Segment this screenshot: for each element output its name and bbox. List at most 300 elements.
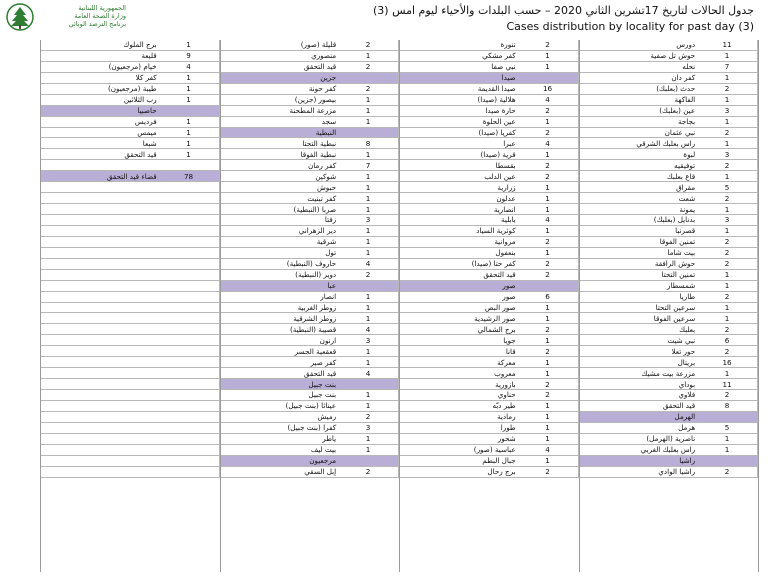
table-row bbox=[580, 171, 758, 182]
table-row bbox=[580, 324, 758, 335]
locality-name: بنعفول bbox=[400, 247, 518, 258]
locality-name: كفر حونة bbox=[221, 83, 339, 94]
table-row bbox=[41, 302, 219, 313]
table-row bbox=[41, 466, 219, 477]
case-count: 1 bbox=[518, 247, 578, 258]
table-row bbox=[400, 94, 578, 105]
table-row bbox=[41, 357, 219, 368]
table-row bbox=[400, 61, 578, 72]
locality-name: عبرا bbox=[400, 138, 518, 149]
table-row bbox=[41, 422, 219, 433]
table-row bbox=[41, 368, 219, 379]
locality-name: مقراق bbox=[580, 182, 698, 193]
case-count: 1 bbox=[159, 127, 219, 138]
case-count: 1 bbox=[518, 313, 578, 324]
case-count: 1 bbox=[518, 302, 578, 313]
locality-name bbox=[41, 379, 159, 390]
locality-name: إبل السقي bbox=[221, 466, 339, 477]
locality-name: بقسطا bbox=[400, 160, 518, 171]
table-row bbox=[41, 258, 219, 269]
table-row bbox=[41, 193, 219, 204]
locality-name: برج الشمالي bbox=[400, 324, 518, 335]
locality-name: حارة صيدا bbox=[400, 105, 518, 116]
locality-name bbox=[41, 160, 159, 171]
locality-name: بجاجة bbox=[580, 116, 698, 127]
locality-name bbox=[41, 204, 159, 215]
table-row bbox=[41, 72, 219, 83]
locality-name bbox=[41, 225, 159, 236]
table-row bbox=[221, 171, 399, 182]
case-count: 2 bbox=[518, 40, 578, 50]
locality-name: زفتا bbox=[221, 215, 339, 226]
locality-name: ميمس bbox=[41, 127, 159, 138]
table-row bbox=[580, 182, 758, 193]
case-count bbox=[338, 379, 398, 390]
locality-name: قيد التحقق bbox=[580, 400, 698, 411]
case-count: 2 bbox=[518, 171, 578, 182]
table-row bbox=[221, 411, 399, 422]
case-count: 11 bbox=[697, 379, 757, 390]
table-row bbox=[221, 324, 399, 335]
locality-name: خيام (مرجعيون) bbox=[41, 61, 159, 72]
table-row bbox=[580, 149, 758, 160]
case-count: 1 bbox=[338, 94, 398, 105]
case-count bbox=[159, 215, 219, 226]
case-count: 1 bbox=[697, 444, 757, 455]
case-count: 1 bbox=[697, 368, 757, 379]
locality-name: بازورية bbox=[400, 379, 518, 390]
locality-name: فرديس bbox=[41, 116, 159, 127]
locality-name bbox=[41, 302, 159, 313]
locality-name: هلالية (صيدا) bbox=[400, 94, 518, 105]
locality-name: ياطر bbox=[221, 433, 339, 444]
table-row bbox=[580, 444, 758, 455]
table-row bbox=[221, 335, 399, 346]
locality-name: نبطية الفوقا bbox=[221, 149, 339, 160]
locality-name: قضاء قيد التحقق bbox=[41, 171, 159, 182]
table-row bbox=[221, 422, 399, 433]
group-row bbox=[221, 455, 399, 466]
case-count: 4 bbox=[518, 215, 578, 226]
table-row bbox=[400, 40, 578, 50]
case-count: 1 bbox=[338, 105, 398, 116]
group-row bbox=[400, 72, 578, 83]
locality-name: دوير (النبطية) bbox=[221, 269, 339, 280]
case-count: 1 bbox=[697, 269, 757, 280]
case-count: 2 bbox=[697, 236, 757, 247]
locality-name: سجد bbox=[221, 116, 339, 127]
locality-name: شمسطار bbox=[580, 280, 698, 291]
table-row bbox=[221, 236, 399, 247]
table-row bbox=[400, 138, 578, 149]
locality-name: قرية (صيدا) bbox=[400, 149, 518, 160]
locality-name: راس بعلبك الغربي bbox=[580, 444, 698, 455]
locality-name: شعت bbox=[580, 193, 698, 204]
table-row bbox=[221, 138, 399, 149]
case-count bbox=[159, 335, 219, 346]
case-count: 2 bbox=[518, 346, 578, 357]
locality-name: قيد التحقق bbox=[221, 368, 339, 379]
locality-name: عباسية (صور) bbox=[400, 444, 518, 455]
group-row bbox=[221, 127, 399, 138]
case-count bbox=[159, 247, 219, 258]
case-count: 1 bbox=[518, 225, 578, 236]
locality-name: طاريا bbox=[580, 291, 698, 302]
ministry-logo bbox=[6, 2, 126, 36]
case-count bbox=[159, 444, 219, 455]
locality-name: حدث (بعلبك) bbox=[580, 83, 698, 94]
case-count bbox=[159, 411, 219, 422]
locality-name: بعلبك bbox=[580, 324, 698, 335]
group-row bbox=[221, 280, 399, 291]
locality-name: برج الملوك bbox=[41, 40, 159, 50]
case-count: 2 bbox=[697, 193, 757, 204]
table-row bbox=[221, 160, 399, 171]
case-count: 3 bbox=[338, 215, 398, 226]
case-count: 4 bbox=[338, 324, 398, 335]
section-table bbox=[221, 40, 400, 478]
table-row bbox=[221, 182, 399, 193]
table-row bbox=[580, 335, 758, 346]
case-count bbox=[518, 72, 578, 83]
table-row bbox=[41, 40, 219, 50]
table-row bbox=[41, 215, 219, 226]
locality-name bbox=[41, 357, 159, 368]
case-count bbox=[159, 400, 219, 411]
case-count: 4 bbox=[338, 258, 398, 269]
locality-name: الهرمل bbox=[580, 411, 698, 422]
locality-name: نبطية التحتا bbox=[221, 138, 339, 149]
logo-line: برنامج الترصد الوبائي bbox=[68, 20, 126, 28]
case-count bbox=[518, 280, 578, 291]
table-row bbox=[221, 302, 399, 313]
locality-name: كفر حتا (صيدا) bbox=[400, 258, 518, 269]
case-count: 1 bbox=[159, 40, 219, 50]
table-row bbox=[41, 411, 219, 422]
case-count: 4 bbox=[518, 444, 578, 455]
locality-name: توفيقيه bbox=[580, 160, 698, 171]
locality-name: حور تعلا bbox=[580, 346, 698, 357]
locality-name bbox=[41, 215, 159, 226]
locality-name bbox=[41, 236, 159, 247]
case-count: 2 bbox=[518, 160, 578, 171]
title-english: Cases distribution by locality for past day (3) bbox=[506, 20, 754, 33]
table-row bbox=[41, 204, 219, 215]
case-count: 2 bbox=[697, 83, 757, 94]
case-count: 1 bbox=[518, 411, 578, 422]
table-row bbox=[41, 50, 219, 61]
table-row bbox=[400, 455, 578, 466]
case-count bbox=[338, 455, 398, 466]
case-count: 2 bbox=[697, 127, 757, 138]
case-count bbox=[159, 433, 219, 444]
section-table bbox=[400, 40, 579, 478]
locality-name: ناصرية (الهرمل) bbox=[580, 433, 698, 444]
locality-name: قصيبة (النبطية) bbox=[221, 324, 339, 335]
locality-name: بيت شاما bbox=[580, 247, 698, 258]
case-count: 3 bbox=[338, 422, 398, 433]
locality-name: كفر صير bbox=[221, 357, 339, 368]
group-row bbox=[580, 455, 758, 466]
case-count: 1 bbox=[518, 149, 578, 160]
table-row bbox=[41, 455, 219, 466]
case-count: 6 bbox=[697, 335, 757, 346]
locality-name bbox=[41, 247, 159, 258]
case-count: 1 bbox=[338, 291, 398, 302]
table-row bbox=[580, 302, 758, 313]
table-row bbox=[400, 116, 578, 127]
table-row bbox=[400, 171, 578, 182]
table-row bbox=[580, 280, 758, 291]
locality-name: كفر مشكي bbox=[400, 50, 518, 61]
table-row bbox=[580, 247, 758, 258]
table-row bbox=[400, 149, 578, 160]
locality-name: جبال البطم bbox=[400, 455, 518, 466]
locality-name bbox=[41, 258, 159, 269]
case-count: 1 bbox=[159, 149, 219, 160]
locality-name: قصرنبا bbox=[580, 225, 698, 236]
case-count bbox=[697, 455, 757, 466]
table-row bbox=[221, 390, 399, 401]
case-count bbox=[159, 269, 219, 280]
locality-name: زوطر الغربية bbox=[221, 302, 339, 313]
table-row bbox=[221, 40, 399, 50]
case-count: 2 bbox=[518, 390, 578, 401]
table-row bbox=[580, 83, 758, 94]
table-row bbox=[400, 422, 578, 433]
case-count: 2 bbox=[338, 269, 398, 280]
case-count bbox=[159, 225, 219, 236]
table-row bbox=[41, 313, 219, 324]
table-row bbox=[221, 400, 399, 411]
case-count bbox=[159, 204, 219, 215]
locality-name: دورس bbox=[580, 40, 698, 50]
locality-name bbox=[41, 193, 159, 204]
locality-name: قيد التحقق bbox=[400, 269, 518, 280]
locality-name: حبوش bbox=[221, 182, 339, 193]
table-row bbox=[580, 390, 758, 401]
table-row bbox=[400, 269, 578, 280]
case-count: 1 bbox=[338, 247, 398, 258]
case-count bbox=[159, 422, 219, 433]
case-count: 2 bbox=[697, 324, 757, 335]
table-row bbox=[221, 269, 399, 280]
table-row bbox=[580, 346, 758, 357]
locality-name: دير الزهراني bbox=[221, 225, 339, 236]
document-header bbox=[0, 0, 768, 40]
table-row bbox=[221, 83, 399, 94]
table-row bbox=[580, 193, 758, 204]
case-count bbox=[159, 455, 219, 466]
case-count bbox=[159, 160, 219, 171]
case-count: 1 bbox=[338, 171, 398, 182]
locality-name: بنت جبيل bbox=[221, 379, 339, 390]
table-row bbox=[221, 61, 399, 72]
locality-name: حناوي bbox=[400, 390, 518, 401]
locality-name bbox=[41, 324, 159, 335]
locality-name: بيصور (جزين) bbox=[221, 94, 339, 105]
locality-name bbox=[41, 335, 159, 346]
locality-name: قيد التحقق bbox=[221, 61, 339, 72]
table-row bbox=[400, 215, 578, 226]
table-row bbox=[580, 269, 758, 280]
locality-name: الفاكهة bbox=[580, 94, 698, 105]
case-count: 1 bbox=[338, 302, 398, 313]
table-row bbox=[221, 313, 399, 324]
case-count bbox=[159, 324, 219, 335]
locality-name: قاع بعلبك bbox=[580, 171, 698, 182]
case-count: 8 bbox=[697, 400, 757, 411]
table-row bbox=[41, 433, 219, 444]
table-row bbox=[400, 204, 578, 215]
case-count: 2 bbox=[518, 258, 578, 269]
case-count: 1 bbox=[338, 433, 398, 444]
locality-name: فلاوي bbox=[580, 390, 698, 401]
locality-name: قانا bbox=[400, 346, 518, 357]
locality-name: سرعين التحتا bbox=[580, 302, 698, 313]
case-count: 1 bbox=[338, 346, 398, 357]
table-row bbox=[400, 50, 578, 61]
locality-name: تنورة bbox=[400, 40, 518, 50]
locality-name: حوش تل صفية bbox=[580, 50, 698, 61]
locality-name: صور bbox=[400, 280, 518, 291]
case-count: 1 bbox=[518, 455, 578, 466]
cedar-icon bbox=[6, 2, 34, 32]
locality-name: معروب bbox=[400, 368, 518, 379]
case-count: 2 bbox=[697, 390, 757, 401]
section-table bbox=[41, 40, 220, 478]
table-row bbox=[41, 247, 219, 258]
case-count: 1 bbox=[697, 225, 757, 236]
table-row bbox=[41, 83, 219, 94]
locality-name: شبعا bbox=[41, 138, 159, 149]
table-row bbox=[221, 357, 399, 368]
case-count: 1 bbox=[159, 72, 219, 83]
case-count: 2 bbox=[518, 105, 578, 116]
group-row bbox=[580, 411, 758, 422]
case-count: 2 bbox=[338, 61, 398, 72]
locality-name: كفر رمان bbox=[221, 160, 339, 171]
locality-name bbox=[41, 400, 159, 411]
case-count: 1 bbox=[518, 400, 578, 411]
case-count: 4 bbox=[338, 368, 398, 379]
table-row bbox=[400, 160, 578, 171]
case-count: 5 bbox=[697, 422, 757, 433]
case-count bbox=[159, 182, 219, 193]
locality-name: بيت ليف bbox=[221, 444, 339, 455]
table-row bbox=[41, 236, 219, 247]
table-row bbox=[580, 466, 758, 477]
locality-name: لبوة bbox=[580, 149, 698, 160]
locality-name: عدلون bbox=[400, 193, 518, 204]
case-count: 7 bbox=[338, 160, 398, 171]
locality-name bbox=[41, 433, 159, 444]
locality-name: رمادية bbox=[400, 411, 518, 422]
case-count: 1 bbox=[697, 50, 757, 61]
group-row bbox=[400, 280, 578, 291]
locality-name: بدنايل (بعلبك) bbox=[580, 215, 698, 226]
case-count: 1 bbox=[338, 116, 398, 127]
locality-name: حوش الرافقة bbox=[580, 258, 698, 269]
table-row bbox=[580, 433, 758, 444]
case-count: 1 bbox=[518, 193, 578, 204]
case-count: 2 bbox=[338, 411, 398, 422]
locality-name bbox=[41, 422, 159, 433]
case-count: 16 bbox=[697, 357, 757, 368]
locality-name: رب الثلاثين bbox=[41, 94, 159, 105]
table-section bbox=[579, 40, 760, 572]
locality-name: النبطية bbox=[221, 127, 339, 138]
locality-name: صور bbox=[400, 291, 518, 302]
table-row bbox=[400, 182, 578, 193]
case-count: 1 bbox=[518, 433, 578, 444]
locality-name: راشيا bbox=[580, 455, 698, 466]
group-row bbox=[41, 171, 219, 182]
table-row bbox=[580, 72, 758, 83]
locality-name: نبي عثمان bbox=[580, 127, 698, 138]
case-count: 1 bbox=[518, 182, 578, 193]
locality-name: جزين bbox=[221, 72, 339, 83]
table-row bbox=[400, 83, 578, 94]
case-count: 1 bbox=[338, 444, 398, 455]
case-count: 1 bbox=[159, 138, 219, 149]
locality-name: شحور bbox=[400, 433, 518, 444]
case-count: 4 bbox=[159, 61, 219, 72]
case-count: 2 bbox=[697, 247, 757, 258]
table-row bbox=[221, 204, 399, 215]
case-count: 1 bbox=[338, 50, 398, 61]
case-count bbox=[338, 127, 398, 138]
case-count: 2 bbox=[518, 466, 578, 477]
case-count bbox=[338, 72, 398, 83]
title-arabic: جدول الحالات لتاريخ 17تشرين الثاني 2020 – حسب البلدات والأحياء ليوم امس (3) bbox=[372, 4, 754, 17]
locality-name: نبي شيت bbox=[580, 335, 698, 346]
table-row bbox=[221, 247, 399, 258]
case-count: 1 bbox=[338, 182, 398, 193]
case-count: 1 bbox=[697, 94, 757, 105]
case-count bbox=[159, 368, 219, 379]
locality-name: زوطر الشرقية bbox=[221, 313, 339, 324]
case-count: 1 bbox=[697, 116, 757, 127]
case-count: 1 bbox=[518, 422, 578, 433]
table-row bbox=[580, 313, 758, 324]
table-row bbox=[41, 116, 219, 127]
table-row bbox=[400, 346, 578, 357]
case-count: 2 bbox=[518, 324, 578, 335]
table-row bbox=[580, 160, 758, 171]
locality-name: صور البص bbox=[400, 302, 518, 313]
locality-name: بابلية bbox=[400, 215, 518, 226]
case-count bbox=[159, 390, 219, 401]
case-count: 1 bbox=[518, 116, 578, 127]
locality-name: قيد التحقق bbox=[41, 149, 159, 160]
logo-line: الجمهورية اللبنانية bbox=[78, 4, 126, 12]
table-row bbox=[221, 346, 399, 357]
table-row bbox=[580, 127, 758, 138]
case-count: 4 bbox=[518, 138, 578, 149]
locality-name: كوثرية السياد bbox=[400, 225, 518, 236]
table-row bbox=[400, 379, 578, 390]
table-row bbox=[41, 335, 219, 346]
case-count: 2 bbox=[518, 127, 578, 138]
locality-name: كفريا (صيدا) bbox=[400, 127, 518, 138]
table-row bbox=[400, 390, 578, 401]
group-row bbox=[221, 379, 399, 390]
locality-name bbox=[41, 455, 159, 466]
locality-table bbox=[40, 40, 759, 572]
locality-name: انصارية bbox=[400, 204, 518, 215]
case-count: 3 bbox=[338, 335, 398, 346]
